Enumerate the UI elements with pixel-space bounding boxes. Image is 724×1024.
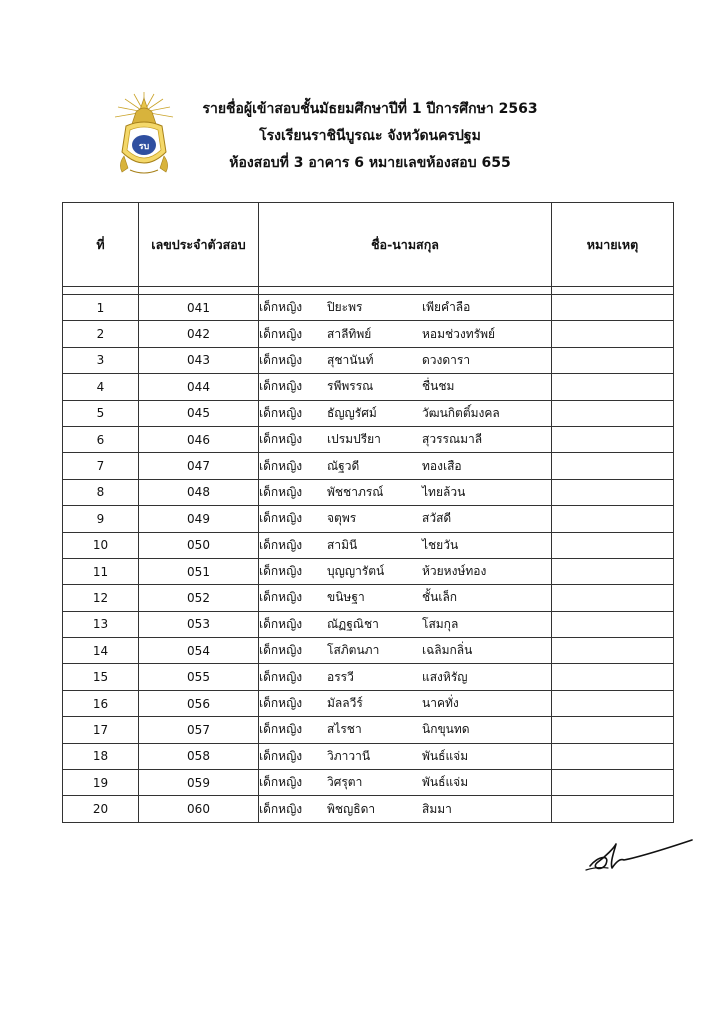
table-row — [63, 743, 674, 769]
student-name — [259, 400, 552, 426]
remark — [552, 400, 674, 426]
remark — [552, 558, 674, 584]
row-number: 19 — [63, 770, 139, 796]
table-spacer-row — [63, 287, 674, 295]
first-name: ณัฏฐณิชา — [327, 616, 379, 631]
remark — [552, 717, 674, 743]
first-name: รพีพรรณ — [327, 379, 374, 394]
last-name: โสมกุล — [422, 616, 459, 631]
last-name: นาคทั่ง — [422, 696, 459, 711]
page-heading — [160, 96, 580, 177]
table-row — [63, 347, 674, 373]
student-name — [259, 638, 552, 664]
name-prefix: เด็กหญิง — [259, 669, 303, 684]
table-row — [63, 770, 674, 796]
remark — [552, 638, 674, 664]
student-name — [259, 796, 552, 822]
student-name — [259, 506, 552, 532]
last-name: นิกขุนทด — [422, 722, 470, 737]
last-name: ห้วยหงษ์ทอง — [422, 564, 487, 579]
table-row — [63, 796, 674, 822]
row-number: 15 — [63, 664, 139, 690]
exam-id: 046 — [139, 426, 259, 452]
remark — [552, 479, 674, 505]
remark — [552, 611, 674, 637]
name-prefix: เด็กหญิง — [259, 458, 303, 473]
last-name: ทองเสือ — [422, 458, 462, 473]
remark — [552, 321, 674, 347]
first-name: เปรมปรียา — [327, 432, 381, 447]
row-number: 6 — [63, 426, 139, 452]
exam-id: 050 — [139, 532, 259, 558]
exam-id: 060 — [139, 796, 259, 822]
row-number: 3 — [63, 347, 139, 373]
row-number: 14 — [63, 638, 139, 664]
name-prefix: เด็กหญิง — [259, 643, 303, 658]
row-number: 7 — [63, 453, 139, 479]
col-header-remark: หมายเหตุ — [552, 203, 674, 287]
row-number: 17 — [63, 717, 139, 743]
first-name: บุญญารัตน์ — [327, 564, 385, 579]
table-row — [63, 400, 674, 426]
exam-id: 054 — [139, 638, 259, 664]
table-row — [63, 717, 674, 743]
spacer-cell — [259, 287, 552, 295]
exam-id: 044 — [139, 374, 259, 400]
table-row — [63, 585, 674, 611]
student-name — [259, 717, 552, 743]
first-name: มัลลวีร์ — [327, 696, 363, 711]
row-number: 10 — [63, 532, 139, 558]
student-name — [259, 611, 552, 637]
table-row — [63, 321, 674, 347]
name-prefix: เด็กหญิง — [259, 616, 303, 631]
signature-icon — [584, 834, 696, 874]
first-name: สไรชา — [327, 722, 362, 737]
student-name — [259, 295, 552, 321]
remark — [552, 426, 674, 452]
table-row — [63, 374, 674, 400]
student-name — [259, 453, 552, 479]
exam-id: 053 — [139, 611, 259, 637]
first-name: โสภิตนภา — [327, 643, 380, 658]
last-name: พันธ์แจ่ม — [422, 775, 469, 790]
exam-id: 048 — [139, 479, 259, 505]
last-name: สวัสดี — [422, 511, 452, 526]
table-row — [63, 295, 674, 321]
row-number: 5 — [63, 400, 139, 426]
remark — [552, 347, 674, 373]
exam-id: 051 — [139, 558, 259, 584]
emblem-letters: รบ — [138, 142, 150, 152]
table-row — [63, 638, 674, 664]
table-row — [63, 690, 674, 716]
first-name: ณัฐวดี — [327, 458, 360, 473]
name-prefix: เด็กหญิง — [259, 722, 303, 737]
last-name: เพียคำลือ — [422, 300, 471, 315]
student-name — [259, 664, 552, 690]
table-row — [63, 426, 674, 452]
remark — [552, 532, 674, 558]
name-prefix: เด็กหญิง — [259, 564, 303, 579]
exam-id: 059 — [139, 770, 259, 796]
col-header-no: ที่ — [63, 203, 139, 287]
student-name — [259, 585, 552, 611]
exam-id: 058 — [139, 743, 259, 769]
student-name — [259, 690, 552, 716]
student-name — [259, 374, 552, 400]
table-row — [63, 453, 674, 479]
remark — [552, 374, 674, 400]
exam-id: 055 — [139, 664, 259, 690]
last-name: ไชยวัน — [422, 537, 459, 552]
name-prefix: เด็กหญิง — [259, 590, 303, 605]
student-name — [259, 321, 552, 347]
first-name: ธัญญรัศม์ — [327, 405, 377, 420]
row-number: 11 — [63, 558, 139, 584]
exam-id: 042 — [139, 321, 259, 347]
col-header-exam-id: เลขประจำตัวสอบ — [139, 203, 259, 287]
table-row — [63, 558, 674, 584]
row-number: 8 — [63, 479, 139, 505]
remark — [552, 506, 674, 532]
first-name: สามินี — [327, 537, 358, 552]
last-name: แสงหิรัญ — [422, 669, 468, 684]
student-name — [259, 532, 552, 558]
heading-school: โรงเรียนราชินีบูรณะ จังหวัดนครปฐม — [259, 128, 481, 144]
exam-id: 047 — [139, 453, 259, 479]
student-name — [259, 558, 552, 584]
student-name — [259, 770, 552, 796]
remark — [552, 796, 674, 822]
remark — [552, 585, 674, 611]
student-name — [259, 347, 552, 373]
spacer-cell — [552, 287, 674, 295]
last-name: ชั้นเล็ก — [422, 590, 458, 605]
name-prefix: เด็กหญิง — [259, 300, 303, 315]
name-prefix: เด็กหญิง — [259, 537, 303, 552]
table-row — [63, 664, 674, 690]
name-prefix: เด็กหญิง — [259, 801, 303, 816]
table-row — [63, 532, 674, 558]
row-number: 2 — [63, 321, 139, 347]
first-name: ปิยะพร — [327, 300, 363, 315]
student-name — [259, 426, 552, 452]
name-prefix: เด็กหญิง — [259, 432, 303, 447]
table-row — [63, 479, 674, 505]
last-name: หอมช่วงทรัพย์ — [422, 326, 496, 341]
spacer-cell — [139, 287, 259, 295]
last-name: พันธ์แจ่ม — [422, 748, 469, 763]
last-name: วัฒนกิตติ์มงคล — [422, 405, 500, 420]
last-name: สิมมา — [422, 801, 452, 816]
last-name: สุวรรณมาลี — [422, 432, 483, 447]
spacer-cell — [63, 287, 139, 295]
exam-roster-table — [62, 202, 674, 823]
first-name: วิศรุตา — [327, 775, 363, 790]
row-number: 4 — [63, 374, 139, 400]
table-header-row — [63, 203, 674, 287]
row-number: 16 — [63, 690, 139, 716]
last-name: ไทยล้วน — [422, 484, 466, 499]
remark — [552, 453, 674, 479]
last-name: เฉลิมกลิ่น — [422, 643, 473, 658]
name-prefix: เด็กหญิง — [259, 405, 303, 420]
exam-id: 043 — [139, 347, 259, 373]
student-name — [259, 743, 552, 769]
first-name: ขนิษฐา — [327, 590, 365, 605]
name-prefix: เด็กหญิง — [259, 511, 303, 526]
student-name — [259, 479, 552, 505]
name-prefix: เด็กหญิง — [259, 379, 303, 394]
name-prefix: เด็กหญิง — [259, 352, 303, 367]
first-name: สุชานันท์ — [327, 352, 374, 367]
heading-title: รายชื่อผู้เข้าสอบชั้นมัธยมศึกษาปีที่ 1 ปีการศึกษา 2563 — [202, 101, 538, 117]
row-number: 12 — [63, 585, 139, 611]
heading-room: ห้องสอบที่ 3 อาคาร 6 หมายเลขห้องสอบ 655 — [229, 155, 511, 171]
first-name: วิภาวานี — [327, 748, 371, 763]
remark — [552, 690, 674, 716]
name-prefix: เด็กหญิง — [259, 484, 303, 499]
exam-id: 057 — [139, 717, 259, 743]
first-name: สาลีทิพย์ — [327, 326, 372, 341]
name-prefix: เด็กหญิง — [259, 326, 303, 341]
name-prefix: เด็กหญิง — [259, 775, 303, 790]
remark — [552, 743, 674, 769]
row-number: 9 — [63, 506, 139, 532]
exam-id: 045 — [139, 400, 259, 426]
row-number: 20 — [63, 796, 139, 822]
row-number: 13 — [63, 611, 139, 637]
exam-id: 041 — [139, 295, 259, 321]
row-number: 18 — [63, 743, 139, 769]
first-name: พัชชาภรณ์ — [327, 484, 384, 499]
name-prefix: เด็กหญิง — [259, 696, 303, 711]
remark — [552, 770, 674, 796]
name-prefix: เด็กหญิง — [259, 748, 303, 763]
col-header-name: ชื่อ-นามสกุล — [259, 203, 552, 287]
exam-id: 052 — [139, 585, 259, 611]
last-name: ดวงดารา — [422, 352, 471, 367]
table-body — [63, 287, 674, 823]
table-row — [63, 611, 674, 637]
first-name: จตุพร — [327, 511, 357, 526]
remark — [552, 295, 674, 321]
exam-id: 049 — [139, 506, 259, 532]
exam-id: 056 — [139, 690, 259, 716]
first-name: พิชญธิดา — [327, 801, 376, 816]
row-number: 1 — [63, 295, 139, 321]
first-name: อรรวี — [327, 669, 354, 684]
table-row — [63, 506, 674, 532]
last-name: ชื่นชม — [422, 379, 455, 394]
remark — [552, 664, 674, 690]
